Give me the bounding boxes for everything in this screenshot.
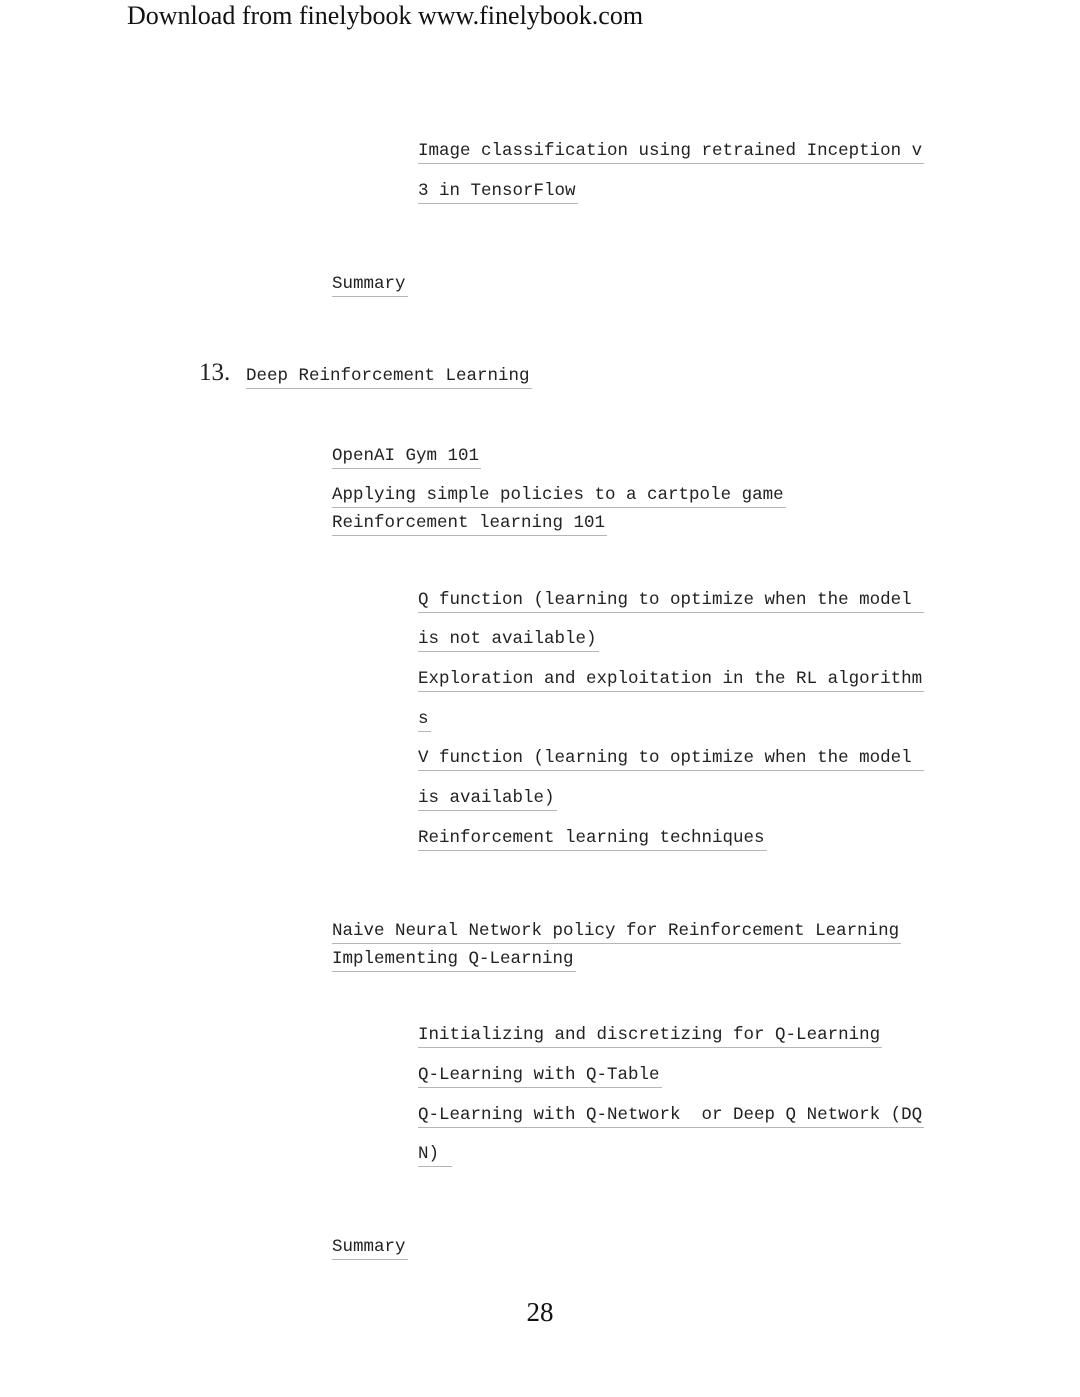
toc-link-exploration-line2[interactable]: s bbox=[418, 708, 431, 732]
toc-link-image-classification-line2[interactable]: 3 in TensorFlow bbox=[418, 180, 578, 204]
toc-link-initializing[interactable]: Initializing and discretizing for Q-Learning bbox=[418, 1024, 882, 1048]
toc-link-image-classification-line1[interactable]: Image classification using retrained Inception v bbox=[418, 140, 924, 164]
toc-link-summary[interactable]: Summary bbox=[332, 273, 408, 297]
toc-link-q-table[interactable]: Q-Learning with Q-Table bbox=[418, 1064, 662, 1088]
toc-link-exploration-line1[interactable]: Exploration and exploitation in the RL algorithm bbox=[418, 668, 924, 692]
toc-link-q-network-line2[interactable]: N) bbox=[418, 1143, 452, 1167]
page-header: Download from finelybook www.finelybook.com bbox=[127, 1, 644, 30]
toc-link-v-function-line2[interactable]: is available) bbox=[418, 787, 557, 811]
toc-link-q-function-line2[interactable]: is not available) bbox=[418, 628, 599, 652]
toc-link-cartpole[interactable]: Applying simple policies to a cartpole game bbox=[332, 484, 786, 508]
toc-link-q-network-line1[interactable]: Q-Learning with Q-Network or Deep Q Network (DQ bbox=[418, 1104, 924, 1128]
toc-link-naive-nn[interactable]: Naive Neural Network policy for Reinforcement Learning bbox=[332, 920, 901, 944]
toc-link-rl-techniques[interactable]: Reinforcement learning techniques bbox=[418, 827, 767, 851]
page-number: 28 bbox=[526, 1297, 554, 1327]
toc-link-rl-101[interactable]: Reinforcement learning 101 bbox=[332, 512, 607, 536]
toc-link-summary-2[interactable]: Summary bbox=[332, 1236, 408, 1260]
toc-link-openai-gym[interactable]: OpenAI Gym 101 bbox=[332, 445, 481, 469]
chapter-number: 13. bbox=[199, 359, 231, 386]
toc-link-chapter-title[interactable]: Deep Reinforcement Learning bbox=[246, 365, 532, 389]
toc-link-implementing-q[interactable]: Implementing Q-Learning bbox=[332, 948, 576, 972]
toc-link-q-function-line1[interactable]: Q function (learning to optimize when the model bbox=[418, 589, 924, 613]
toc-link-v-function-line1[interactable]: V function (learning to optimize when the model bbox=[418, 747, 924, 771]
